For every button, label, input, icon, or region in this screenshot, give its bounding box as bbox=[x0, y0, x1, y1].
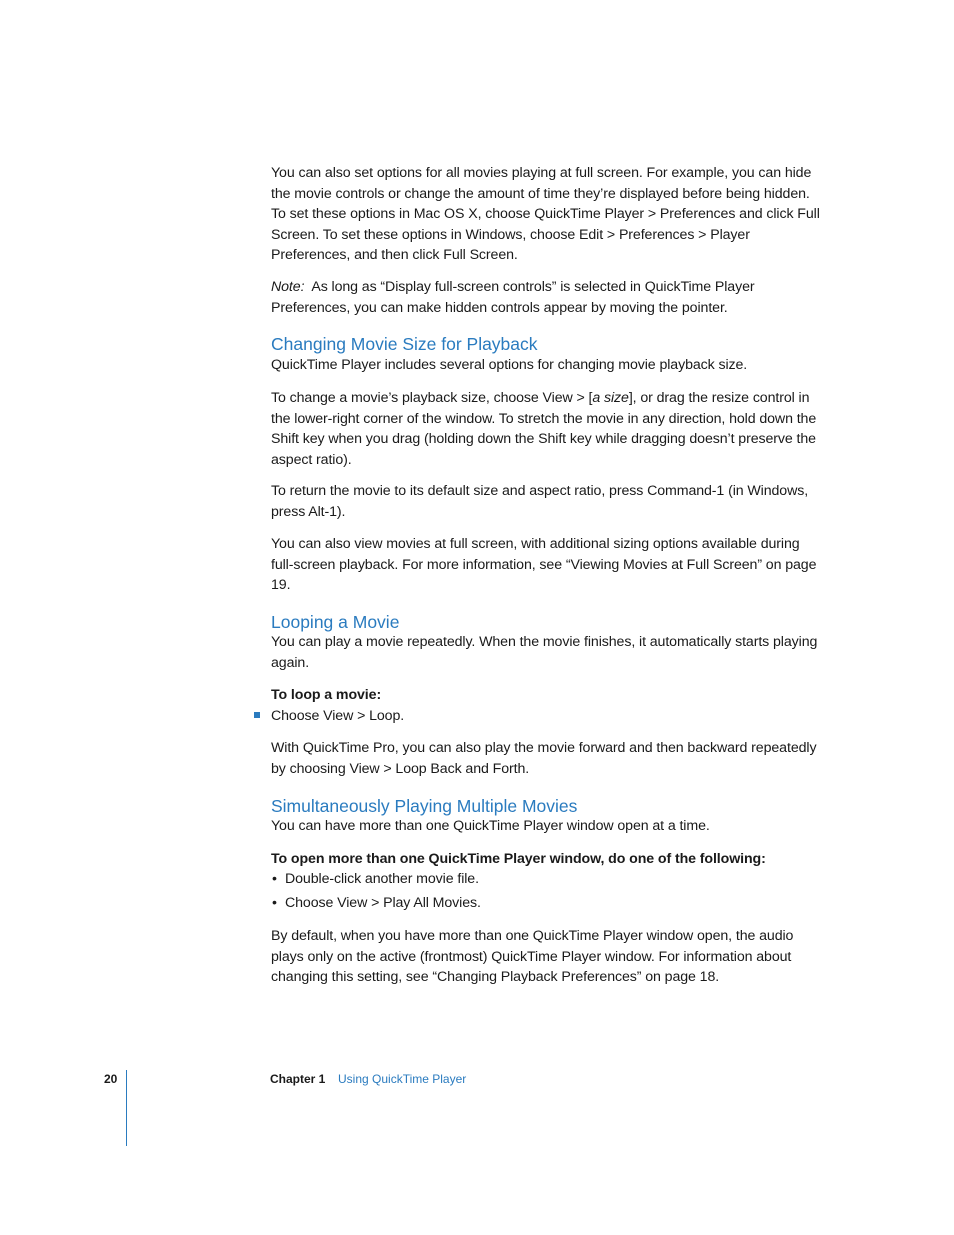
page-number: 20 bbox=[104, 1072, 118, 1086]
footer-divider bbox=[126, 1070, 127, 1146]
movie-size-intro: QuickTime Player includes several options for changing movie playback size. bbox=[271, 357, 748, 373]
list-item: Double-click another movie file. bbox=[285, 871, 479, 887]
default-audio-paragraph: By default, when you have more than one QuickTime Player window open, the audio plays only on the active (frontmost) QuickTime Player window. For information about changing this setting, see “Changing Playback Preferences” on page 18. bbox=[271, 928, 794, 985]
bullet-dot-icon: • bbox=[272, 895, 277, 911]
resize-text-italic: a size bbox=[592, 390, 629, 406]
square-bullet-icon bbox=[254, 712, 260, 718]
multiple-task-heading: To open more than one QuickTime Player window, do one of the following: bbox=[271, 851, 766, 867]
resize-text-end: ], or drag the resize control in the lower-right corner of the window. To stretch the movie in any direction, hold down the Shift key when you drag (holding down the Shift key while dragging doesn’t preserve the aspect ratio). bbox=[271, 390, 817, 468]
section-heading-multiple-movies: Simultaneously Playing Multiple Movies bbox=[271, 796, 578, 816]
resize-instructions bbox=[271, 388, 823, 470]
section-heading-movie-size: Changing Movie Size for Playback bbox=[271, 334, 538, 354]
loop-pro-paragraph: With QuickTime Pro, you can also play the movie forward and then backward repeatedly by choosing View > Loop Back and Forth. bbox=[271, 740, 817, 777]
loop-step: Choose View > Loop. bbox=[271, 708, 405, 724]
intro-paragraph: You can also set options for all movies playing at full screen. For example, you can hide the movie controls or change the amount of time they’re displayed before being hidden. To set these options in Mac OS X, choose QuickTime Player > Preferences and click Full Screen. To set these options in Windows, choose Edit > Preferences > Player Preferences, and then click Full Screen. bbox=[271, 165, 820, 263]
looping-intro: You can play a movie repeatedly. When the movie finishes, it automatically starts playing again. bbox=[271, 634, 818, 671]
footer-chapter-label: Chapter 1 bbox=[270, 1072, 326, 1086]
bullet-dot-icon: • bbox=[272, 871, 277, 887]
resize-text-start: To change a movie’s playback size, choose View > [ bbox=[271, 390, 593, 406]
footer-chapter-title: Using QuickTime Player bbox=[338, 1072, 467, 1086]
list-item: Choose View > Play All Movies. bbox=[285, 895, 481, 911]
note-text: As long as “Display full-screen controls” is selected in QuickTime Player Preferences, you can make hidden controls appear by moving the pointer. bbox=[271, 279, 755, 316]
default-size-paragraph: To return the movie to its default size and aspect ratio, press Command-1 (in Windows, press Alt-1). bbox=[271, 483, 809, 520]
loop-task-heading: To loop a movie: bbox=[271, 687, 382, 703]
note-label: Note: bbox=[271, 279, 305, 295]
note-paragraph bbox=[271, 277, 823, 318]
section-heading-looping: Looping a Movie bbox=[271, 612, 400, 632]
full-screen-paragraph: You can also view movies at full screen, with additional sizing options available during full-screen playback. For more information, see “Viewing Movies at Full Screen” on page 19. bbox=[271, 536, 817, 593]
multiple-movies-intro: You can have more than one QuickTime Player window open at a time. bbox=[271, 818, 710, 834]
